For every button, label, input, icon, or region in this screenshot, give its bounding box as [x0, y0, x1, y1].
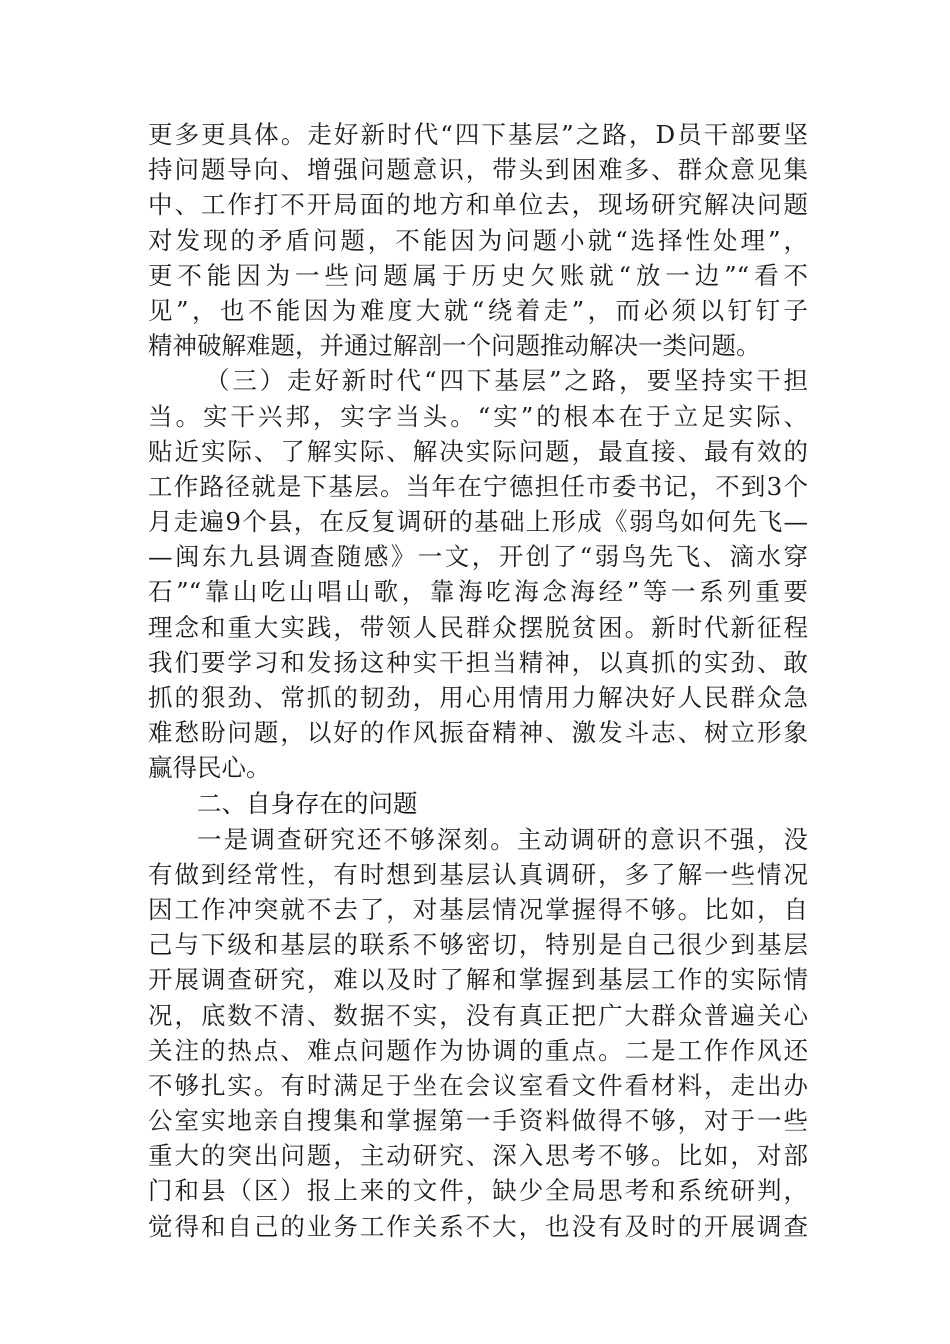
text-line: 见”，也不能因为难度大就“绕着走”，而必须以钉钉子 — [148, 295, 808, 325]
text-line: 赢得民心。 — [148, 753, 271, 783]
text-line: 不够扎实。有时满足于坐在会议室看文件看材料，走出办 — [148, 1070, 808, 1100]
text-line: 一是调查研究还不够深刻。主动调研的意识不强，没 — [197, 824, 808, 854]
text-line: 关注的热点、难点问题作为协调的重点。二是工作作风还 — [148, 1035, 808, 1065]
text-line: 中、工作打不开局面的地方和单位去，现场研究解决问题 — [148, 190, 808, 220]
text-line: 理念和重大实践，带领人民群众摆脱贫困。新时代新征程 — [148, 612, 808, 642]
text-line: 月走遍9个县，在反复调研的基础上形成《弱鸟如何先飞— — [148, 507, 808, 537]
text-line: 贴近实际、了解实际、解决实际问题，最直接、最有效的 — [148, 436, 808, 466]
text-line: 工作路径就是下基层。当年在宁德担任市委书记，不到3个 — [148, 471, 808, 501]
text-line: 开展调查研究，难以及时了解和掌握到基层工作的实际情 — [148, 965, 808, 995]
section-heading: 二、自身存在的问题 — [197, 788, 418, 818]
text-line: 对发现的矛盾问题，不能因为问题小就“选择性处理”， — [148, 225, 808, 255]
text-line: 门和县（区）报上来的文件，缺少全局思考和系统研判， — [148, 1176, 808, 1206]
text-line: 公室实地亲自搜集和掌握第一手资料做得不够，对于一些 — [148, 1106, 808, 1136]
text-line: 觉得和自己的业务工作关系不大，也没有及时的开展调查 — [148, 1211, 808, 1241]
text-line: 因工作冲突就不去了，对基层情况掌握得不够。比如，自 — [148, 894, 808, 924]
document-body — [148, 117, 808, 1244]
paragraph-1 — [148, 117, 808, 363]
text-line: （三）走好新时代“四下基层”之路，要坚持实干担 — [205, 366, 808, 396]
paragraph-3 — [148, 822, 808, 1244]
text-line: 更多更具体。走好新时代“四下基层”之路，D员干部要坚 — [148, 120, 808, 149]
text-line: 更不能因为一些问题属于历史欠账就“放一边”“看不 — [148, 260, 808, 290]
text-line: 持问题导向、增强问题意识，带头到困难多、群众意见集 — [148, 155, 808, 185]
text-line: 难愁盼问题，以好的作风振奋精神、激发斗志、树立形象 — [148, 718, 808, 748]
text-line: 重大的突出问题，主动研究、深入思考不够。比如，对部 — [148, 1141, 808, 1171]
paragraph-2 — [148, 363, 808, 785]
text-line: —闽东九县调查随感》一文，开创了“弱鸟先飞、滴水穿 — [148, 542, 808, 572]
text-line: 我们要学习和发扬这种实干担当精神，以真抓的实劲、敢 — [148, 647, 808, 677]
text-line: 精神破解难题，并通过解剖一个问题推动解决一类问题。 — [148, 331, 761, 361]
text-line: 己与下级和基层的联系不够密切，特别是自己很少到基层 — [148, 930, 808, 960]
text-line: 况，底数不清、数据不实，没有真正把广大群众普遍关心 — [148, 1000, 808, 1030]
text-line: 当。实干兴邦，实字当头。“实”的根本在于立足实际、 — [148, 401, 808, 431]
text-line: 有做到经常性，有时想到基层认真调研，多了解一些情况 — [148, 859, 808, 889]
text-line: 石”“靠山吃山唱山歌，靠海吃海念海经”等一系列重要 — [148, 577, 808, 607]
text-line: 抓的狠劲、常抓的韧劲，用心用情用力解决好人民群众急 — [148, 683, 808, 712]
